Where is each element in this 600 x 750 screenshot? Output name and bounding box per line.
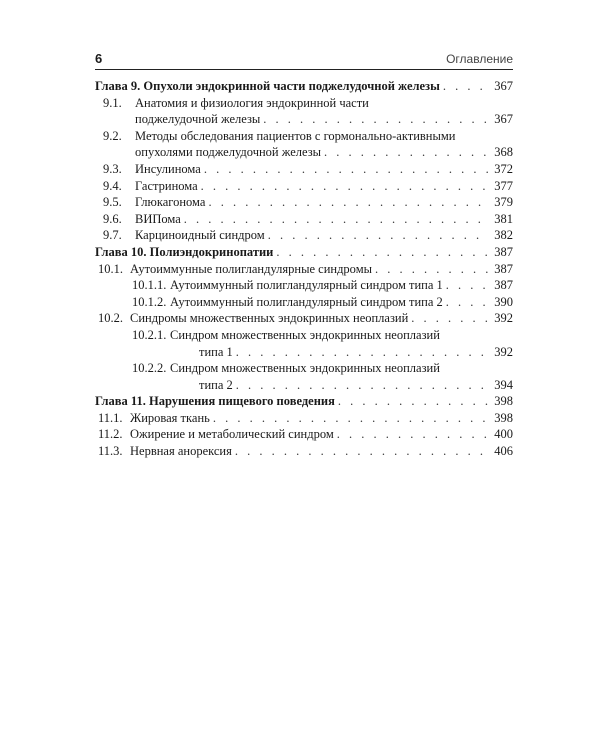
- entry-title: Синдром множественных эндокринных неоплазий: [170, 361, 440, 376]
- toc-section-entry: [95, 95, 513, 128]
- toc-section-entry: [95, 327, 513, 360]
- dot-leader: [213, 410, 488, 427]
- dot-leader: [204, 161, 488, 178]
- page-ref: 400: [494, 427, 513, 442]
- page-ref: 379: [494, 195, 513, 210]
- entry-title: Аутоиммунный полигландулярный синдром типа 1: [170, 278, 443, 293]
- section-number: 10.2.2.: [132, 361, 167, 376]
- entry-title: Глава 10. Полиэндокринопатии: [95, 244, 274, 259]
- entry-title: Глюкагонома: [135, 195, 206, 210]
- toc-section-entry: [95, 178, 513, 195]
- entry-title: типа 1: [199, 344, 233, 359]
- entry-title: Синдромы множественных эндокринных неоплазий: [130, 311, 409, 326]
- entry-title: опухолями поджелудочной железы: [135, 145, 322, 160]
- dot-leader: [411, 310, 488, 327]
- toc-section-entry: [95, 410, 513, 427]
- toc-section-entry: [95, 277, 513, 294]
- toc-section-entry: [95, 294, 513, 311]
- toc-section-entry: [95, 360, 513, 393]
- page-ref: 387: [494, 278, 513, 293]
- entry-title: Синдром множественных эндокринных неоплазий: [170, 327, 440, 342]
- section-number: 10.1.2.: [132, 294, 167, 309]
- running-header: [95, 48, 513, 70]
- toc-section-entry: [95, 443, 513, 460]
- dot-leader: [236, 377, 488, 394]
- section-number: 9.7.: [103, 228, 122, 243]
- section-number: 11.2.: [98, 427, 123, 442]
- page-ref: 387: [494, 244, 513, 259]
- section-number: 11.3.: [98, 444, 123, 459]
- dot-leader: [208, 194, 488, 211]
- entry-title: поджелудочной железы: [135, 112, 261, 127]
- toc-chapter-entry: [95, 393, 513, 410]
- dot-leader: [276, 244, 488, 261]
- page-ref: 377: [494, 178, 513, 193]
- entry-title: Нервная анорексия: [130, 444, 232, 459]
- page-ref: 406: [494, 444, 513, 459]
- section-number: 9.4.: [103, 178, 122, 193]
- entry-title: Аутоиммунные полигландулярные синдромы: [130, 261, 372, 276]
- toc-section-entry: [95, 194, 513, 211]
- dot-leader: [375, 261, 488, 278]
- page-ref: 392: [494, 311, 513, 326]
- section-number: 10.2.1.: [132, 327, 167, 342]
- page-ref: 392: [494, 344, 513, 359]
- dot-leader: [338, 393, 488, 410]
- page-number: 6: [95, 51, 103, 66]
- dot-leader: [446, 277, 488, 294]
- toc-section-entry: [95, 128, 513, 161]
- section-number: 9.6.: [103, 211, 122, 226]
- entry-title: Аутоиммунный полигландулярный синдром типа 2: [170, 294, 443, 309]
- section-number: 9.3.: [103, 161, 122, 176]
- dot-leader: [184, 211, 488, 228]
- toc-section-entry: [95, 227, 513, 244]
- dot-leader: [446, 294, 488, 311]
- entry-title: Карциноидный синдром: [135, 228, 265, 243]
- section-number: 9.5.: [103, 195, 122, 210]
- entry-title: Анатомия и физиология эндокринной части: [135, 95, 369, 110]
- entry-title: Инсулинома: [135, 161, 201, 176]
- page-ref: 398: [494, 410, 513, 425]
- page-ref: 382: [494, 228, 513, 243]
- dot-leader: [337, 426, 488, 443]
- page-ref: 367: [494, 112, 513, 127]
- toc-chapter-entry: [95, 78, 513, 95]
- toc-chapter-entry: [95, 244, 513, 261]
- dot-leader: [324, 144, 488, 161]
- book-page: [95, 48, 513, 460]
- section-number: 11.1.: [98, 410, 123, 425]
- page-ref: 368: [494, 145, 513, 160]
- toc-section-entry: [95, 310, 513, 327]
- page-ref: 387: [494, 261, 513, 276]
- dot-leader: [236, 344, 488, 361]
- dot-leader: [268, 227, 488, 244]
- dot-leader: [235, 443, 488, 460]
- running-title: Оглавление: [446, 52, 513, 66]
- section-number: 10.1.1.: [132, 278, 167, 293]
- entry-title: ВИПома: [135, 211, 181, 226]
- page-ref: 394: [494, 377, 513, 392]
- entry-title: Гастринома: [135, 178, 198, 193]
- section-number: 9.2.: [103, 128, 122, 143]
- dot-leader: [201, 178, 488, 195]
- entry-title: Глава 9. Опухоли эндокринной части поджелудочной железы: [95, 79, 440, 93]
- page-ref: 381: [494, 211, 513, 226]
- entry-title: типа 2: [199, 377, 233, 392]
- entry-title: Ожирение и метаболический синдром: [130, 427, 334, 442]
- page-ref: 390: [494, 294, 513, 309]
- section-number: 9.1.: [103, 95, 122, 110]
- dot-leader: [263, 111, 488, 128]
- page-ref: 372: [494, 161, 513, 176]
- page-ref: 367: [494, 79, 513, 93]
- section-number: 10.2.: [98, 311, 123, 326]
- entry-title: Жировая ткань: [130, 410, 210, 425]
- entry-title: Глава 11. Нарушения пищевого поведения: [95, 394, 335, 409]
- toc-section-entry: [95, 161, 513, 178]
- page-ref: 398: [494, 394, 513, 409]
- section-number: 10.1.: [98, 261, 123, 276]
- toc-section-entry: [95, 426, 513, 443]
- dot-leader: [443, 78, 488, 95]
- toc-section-entry: [95, 261, 513, 278]
- table-of-contents: [95, 78, 513, 460]
- entry-title: Методы обследования пациентов с гормонально-активными: [135, 128, 456, 143]
- toc-section-entry: [95, 211, 513, 228]
